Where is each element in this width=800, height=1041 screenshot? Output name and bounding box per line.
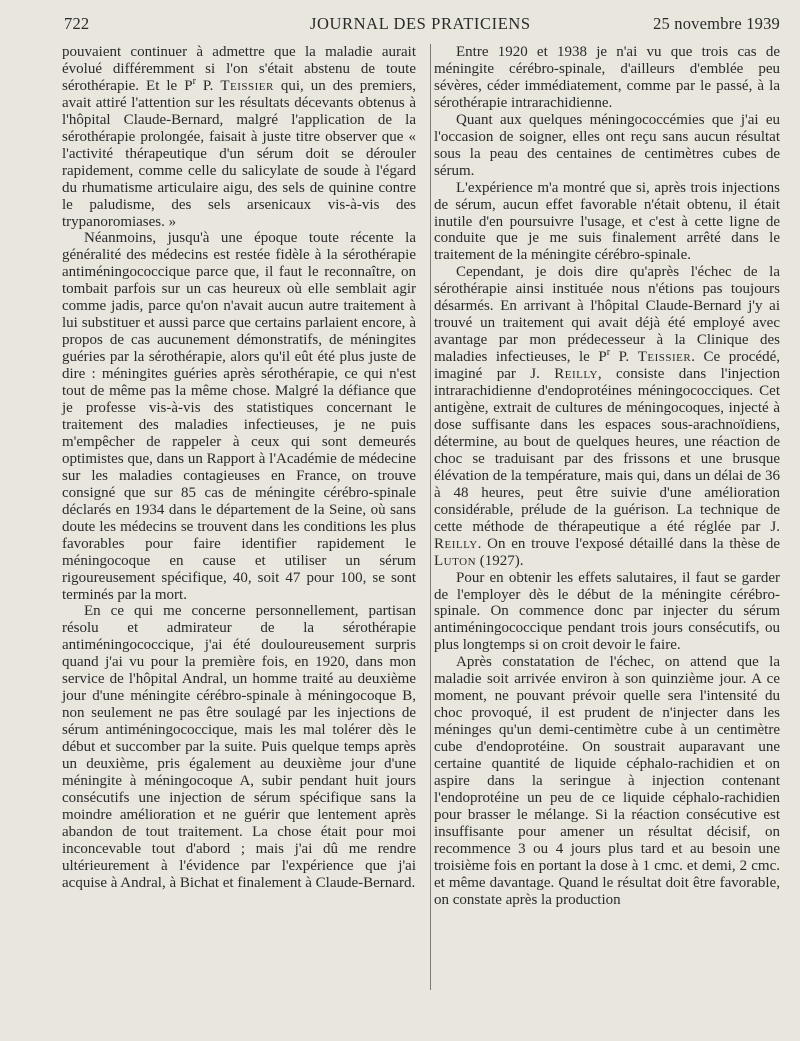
superscript: r [192, 75, 196, 87]
paragraph: En ce qui me concerne personnellement, partisan résolu et admirateur de la sérothérapie antiméningococcique, j'ai été douloureusement surpris quand j'ai vu pour la première fois, en 1920, dans mon service de l'hôpital Andral, un homme traité au deuxième jour d'une méningite cérébro-spinale à méningocoque B, non seulement ne pas être soulagé par les injections de sérum antiméningococcique, mais les mal tolérer dès le début et succomber par la suite. Puis quelque temps après un deuxième, pris également au deuxième jour d'une méningite à méningocoque A, subir pendant huit jours consécutifs une injection de sérum spécifique sans la moindre amélioration et ne guérir que lentement après abandon de tout traitement. La chose était pour moi inconcevable tout d'abord ; mais j'ai dû me rendre ultérieurement à l'évidence par l'expérience que j'ai acquise à Andral, à Bichat et finalement à Claude-Bernard. [62, 603, 416, 891]
author-name: Teissier [637, 349, 692, 366]
paragraph [434, 264, 780, 569]
paragraph: Néanmoins, jusqu'à une époque toute récente la généralité des médecins est restée fidèle à la sérothérapie antiméningococcique parce que, il faut le reconnaître, on tombait parfois sur un cas heureux où elle semblait agir comme jadis, parce qu'on n'avait aucun autre traitement à lui substituer et aussi parce que certains parlaient encore, à propos de cas aucunement démonstratifs, de méningites guéries par la sérothérapie, alors qu'il eût été plus juste de dire : méningites guéries après sérothérapie, ce qui n'est tout de même pas la même chose. Malgré la défiance que je professe vis-à-vis des statistiques concernant le traitement des maladies infectieuses, je ne puis m'empêcher de rappeler à ceux qui sont demeurés optimistes que, dans un Rapport à l'Académie de médecine sur les maladies contagieuses en France, on trouve consigné que sur 85 cas de méningite cérébro-spinale déclarés en 1934 dans le département de la Seine, où sans doute les médecins se trouvent dans les conditions les plus favorables pour faire identifier rapidement le méningocoque en cause et utiliser un sérum rigoureusement spécifique, 40, soit 47 pour 100, se sont terminés par la mort. [62, 230, 416, 603]
issue-date: 25 novembre 1939 [653, 14, 780, 33]
journal-title: JOURNAL DES PRATICIENS [310, 14, 531, 33]
left-column [62, 44, 416, 892]
paragraph: Entre 1920 et 1938 je n'ai vu que trois cas de méningite cérébro-spinale, d'ailleurs d'emblée peu sévères, céder immédiatement, comme par le passé, à la sérothérapie intrarachidienne. [434, 44, 780, 111]
right-column [434, 44, 780, 909]
text-run: (1927). [476, 552, 524, 569]
running-header [64, 14, 780, 40]
paragraph: Pour en obtenir les effets salutaires, il faut se garder de l'employer dès le début de la méningite cérébro-spinale. On commence donc par injecter du sérum antiméningococcique pendant trois jours consécutifs, ou plus longtemps si on croit devoir le faire. [434, 569, 780, 654]
text-run: pouvaient continuer à admettre que la maladie aurait évolué différemment si l'on s'était abstenu de toute sérothérapie. Et le P [62, 44, 416, 94]
author-name: Reilly [554, 366, 598, 383]
paragraph: L'expérience m'a montré que si, après trois injections de sérum, aucun effet favorable n'était obtenu, il était inutile d'en poursuivre l'usage, et c'est à cette ligne de conduite que je me suis finalement arrêté dans le traitement de la méningite cérébro-spinale. [434, 179, 780, 264]
text-run: Cependant, je dois dire qu'après l'échec de la sérothérapie ainsi instituée nous n'étions pas toujours désarmés. En arrivant à l'hôpital Claude-Bernard j'y ai trouvé un traitement qui avait déjà été employé avec avantage par mon prédecesseur à la Clinique des maladies infectieuses, le P [434, 264, 780, 366]
column-divider [430, 44, 431, 990]
text-run: qui, un des premiers, avait attiré l'attention sur les résultats décevants obtenus à l'hôpital Claude-Bernard, malgré l'application de la sérothérapie prolongée, faisait à juste titre observer que « l'activité thérapeutique d'un sérum doit se dérouler rapidement, comme celle du salicylate de soude à l'égard du rhumatisme articulaire aigu, des sels de quinine contre le paludisme, des sels arsenicaux vis-à-vis des trypanoromiases. » [62, 77, 416, 230]
text-run: . Ce procédé, imaginé par J. [434, 349, 780, 383]
text-run: P. [610, 349, 638, 366]
author-name: Reilly [434, 535, 478, 552]
text-run: P. [195, 77, 221, 94]
text-run: , consiste dans l'injection intrarachidienne d'endoprotéines méningococciques. Cet antigène, extrait de cultures de méningocoques, injecté à dose suffisante dans les espaces sous-arachnoïdiens, détermine, au bout de quelques heures, une réaction de choc se traduisant par des frissons et une brusque élévation de la température, mais qui, dans un délai de 36 à 48 heures, peut être suivie d'une amélioration considérable, prélude de la guérison. La technique de cette méthode de thérapeutique a été réglée par J. [434, 366, 780, 535]
author-name: Luton [434, 552, 477, 569]
paragraph: Quant aux quelques méningococcémies que j'ai eu l'occasion de soigner, elles ont reçu sans aucun résultat sous la peau des centaines de centimètres cubes de sérum. [434, 111, 780, 179]
page-number: 722 [64, 14, 90, 33]
paragraph: Après constatation de l'échec, on attend que la maladie soit arrivée environ à son quinzième jour. A ce moment, ne pouvant prévoir quelle sera l'intensité du choc provoqué, il est prudent de n'injecter dans les méninges qu'un demi-centimètre cube à un centimètre cube d'endoprotéine. On soustrait auparavant une certaine quantité de liquide céphalo-rachidien et on aspire dans la seringue à injection contenant l'endoprotéine un peu de ce liquide céphalo-rachidien pour brasser le mélange. Si la réaction consécutive est insuffisante pour amener un résultat décisif, on recommence 3 ou 4 jours plus tard et au besoin une troisième fois en portant la dose à 1 cmc. et demi, 2 cmc. et même davantage. Quand le résultat doit être favorable, on constate après la production [434, 654, 780, 908]
author-name: Teissier [220, 77, 274, 94]
paragraph [62, 44, 416, 230]
text-run: . On en trouve l'exposé détaillé dans la thèse de [477, 535, 780, 552]
superscript: r [606, 347, 611, 359]
